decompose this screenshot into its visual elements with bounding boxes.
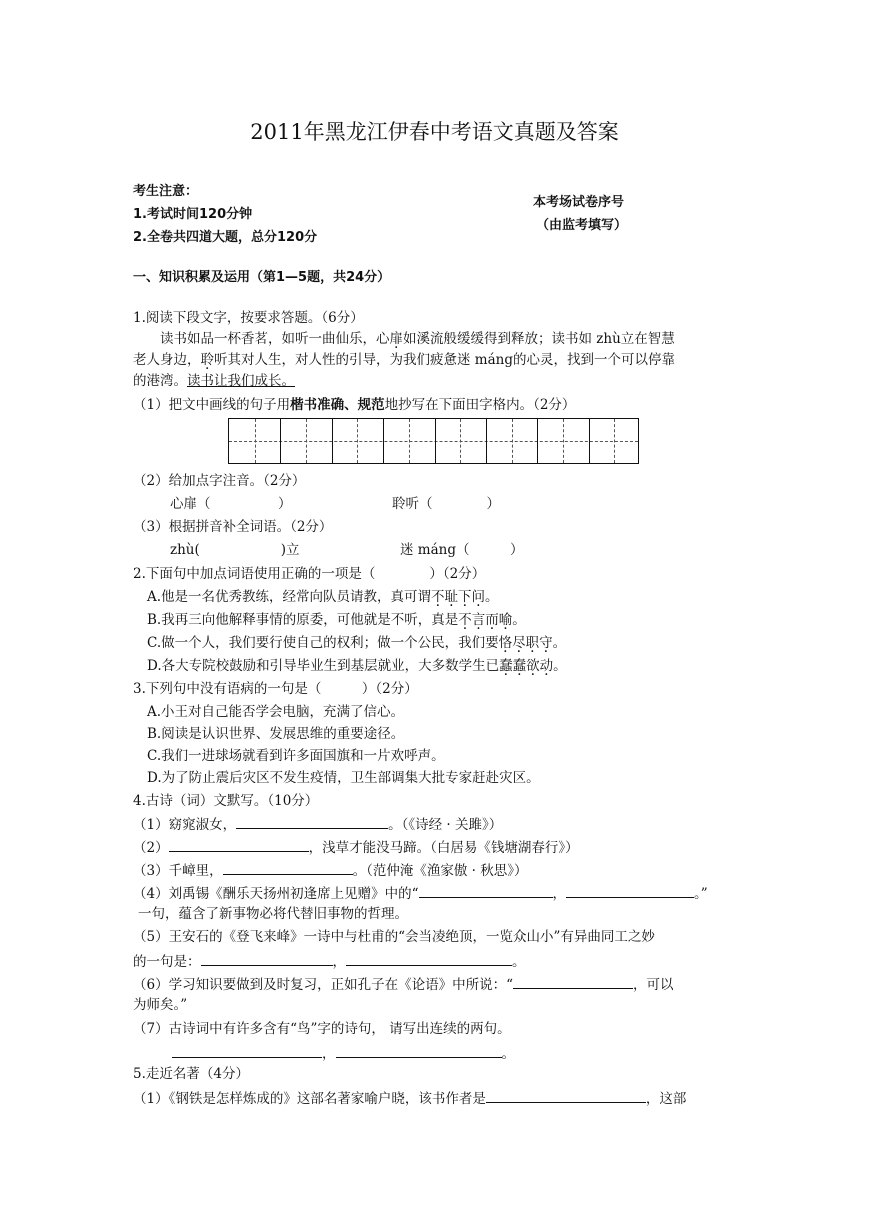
q2-option-b: B.我再三向他解释事情的原委，可他就是不听，真是不言而喻。 xyxy=(147,612,526,628)
q1-sub3-word1: zhù( )立 xyxy=(170,542,300,558)
q4-item7: （7）古诗词中有许多含有“鸟”字的诗句， 请写出连续的两句。 xyxy=(133,1021,511,1037)
serial-label: 本考场试卷序号 xyxy=(533,195,625,210)
q1-paragraph-line2: 老人身边，聆听其对人生，对人性的引导，为我们疲惫迷 máng的心灵，找到一个可以停靠 xyxy=(133,352,675,368)
q4-item6: （6）学习知识要做到及时复习，正如孔子在《论语》中所说：“ ，可以 xyxy=(133,974,674,994)
answer-blank[interactable] xyxy=(169,837,309,852)
grid-cell-border xyxy=(280,419,281,463)
serial-note: （由监考填写） xyxy=(536,218,628,233)
grid-cell-centerline xyxy=(357,419,358,463)
answer-blank[interactable] xyxy=(201,951,333,966)
grid-cell-centerline xyxy=(460,419,461,463)
q1-sub2: （2）给加点字注音。（2分） xyxy=(133,473,306,489)
q2-option-a: A.他是一名优秀教练，经常向队员请教，真可谓不耻下问。 xyxy=(147,589,499,605)
q3-option-c: C.我们一进球场就看到许多面国旗和一片欢呼声。 xyxy=(147,748,445,764)
notice-item-1: 1.考试时间120分钟 xyxy=(133,207,253,222)
q1-paragraph-line3: 的港湾。读书让我们成长。 xyxy=(133,373,295,389)
grid-cell-centerline xyxy=(512,419,513,463)
answer-blank[interactable] xyxy=(486,1088,646,1103)
q4-item1: （1）窈窕淑女， 。（《诗经 · 关雎》） xyxy=(133,814,502,834)
q4-stem: 4.古诗（词）文默写。（10分） xyxy=(133,793,319,809)
grid-cell-border xyxy=(486,419,487,463)
q4-item5-line1: （5）王安石的《登飞来峰》一诗中与杜甫的“会当凌绝顶，一览众山小”有异曲同工之妙 xyxy=(133,929,655,945)
q2-option-c: C.做一个人，我们要行使自己的权利；做一个公民，我们要恪尽职守。 xyxy=(147,635,567,651)
q3-stem: 3.下列句中没有语病的一句是（ ）（2分） xyxy=(133,681,418,697)
grid-cell-border xyxy=(435,419,436,463)
q4-item5-line2: 的一句是： ， 。 xyxy=(133,951,526,971)
grid-cell-centerline xyxy=(409,419,410,463)
answer-blank[interactable] xyxy=(513,974,633,989)
notice-heading: 考生注意： xyxy=(133,184,199,199)
grid-cell-centerline xyxy=(306,419,307,463)
answer-blank[interactable] xyxy=(172,1043,322,1058)
q1-sub2-word1: 心扉（ ） xyxy=(170,496,292,512)
grid-cell-border xyxy=(589,419,590,463)
answer-blank[interactable] xyxy=(419,883,553,898)
grid-cell-centerline xyxy=(614,419,615,463)
q5-item1: （1）《钢铁是怎样炼成的》这部名著家喻户晓，该书作者是 ，这部 xyxy=(133,1088,686,1108)
q4-item2: （2） ，浅草才能没马蹄。（白居易《钱塘湖春行》） xyxy=(133,837,579,857)
q1-sub3-word2: 迷 máng（ ） xyxy=(400,542,524,558)
grid-cell-centerline xyxy=(255,419,256,463)
q3-option-b: B.阅读是认识世界、发展思维的重要途径。 xyxy=(147,726,405,742)
q3-option-a: A.小王对自己能否学会电脑，充满了信心。 xyxy=(147,704,405,720)
grid-cell-border xyxy=(383,419,384,463)
section-heading: 一、知识积累及运用（第1—5题，共24分） xyxy=(133,270,391,285)
grid-midline xyxy=(229,441,638,442)
q4-item6-line2: 为师矣。” xyxy=(133,997,188,1013)
q1-sub1: （1）把文中画线的句子用楷书准确、规范地抄写在下面田字格内。（2分） xyxy=(133,397,576,413)
answer-blank[interactable] xyxy=(236,814,388,829)
answer-blank[interactable] xyxy=(336,1043,502,1058)
grid-cell-border xyxy=(537,419,538,463)
grid-cell-centerline xyxy=(563,419,564,463)
underlined-sentence: 读书让我们成长。 xyxy=(187,373,295,389)
answer-blank[interactable] xyxy=(346,951,512,966)
answer-blank[interactable] xyxy=(566,883,694,898)
q1-paragraph-line1: 读书如品一杯香茗，如听一曲仙乐，心扉如溪流般缓缓得到释放；读书如 zhù立在智慧 xyxy=(160,331,675,347)
page-title: 2011年黑龙江伊春中考语文真题及答案 xyxy=(250,120,619,144)
q2-option-d: D.各大专院校鼓励和引导毕业生到基层就业，大多数学生已蠢蠢欲动。 xyxy=(147,658,567,674)
q1-stem: 1.阅读下段文字，按要求答题。（6分） xyxy=(133,310,364,326)
answer-blank[interactable] xyxy=(223,860,353,875)
q1-sub3: （3）根据拼音补全词语。（2分） xyxy=(133,519,333,535)
tianzige-grid[interactable] xyxy=(228,418,639,464)
q5-stem: 5.走近名著（4分） xyxy=(133,1066,249,1082)
q4-item7-answers: ， 。 xyxy=(172,1043,515,1063)
q1-sub2-word2: 聆听（ ） xyxy=(392,496,500,512)
q3-option-d: D.为了防止震后灾区不发生疫情，卫生部调集大批专家赶赴灾区。 xyxy=(147,770,540,786)
q4-item3: （3）千嶂里， 。（范仲淹《渔家傲 · 秋思》） xyxy=(133,860,527,880)
q2-stem: 2.下面句中加点词语使用正确的一项是（ ）（2分） xyxy=(133,566,486,582)
q4-item4: （4）刘禹锡《酬乐天扬州初逢席上见赠》中的“ ， 。” xyxy=(133,883,708,903)
q4-item4-line2: 一句，蕴含了新事物必将代替旧事物的哲理。 xyxy=(138,906,408,922)
notice-item-2: 2.全卷共四道大题，总分120分 xyxy=(133,230,318,245)
grid-cell-border xyxy=(332,419,333,463)
